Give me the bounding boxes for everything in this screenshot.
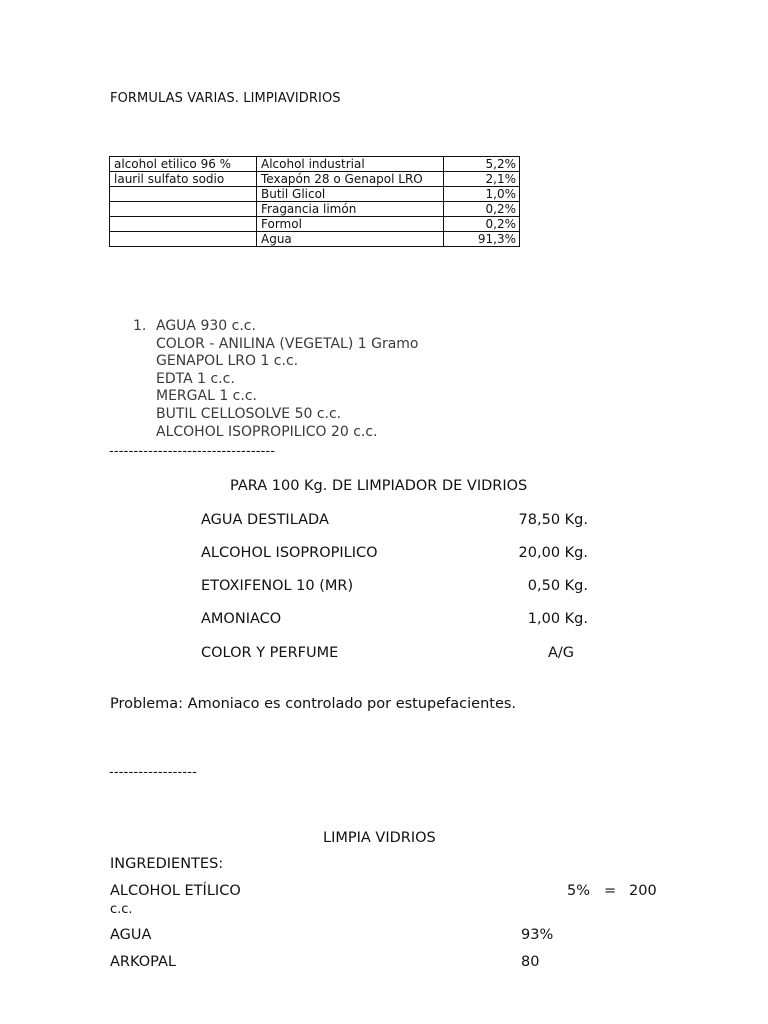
section-title: LIMPIA VIDRIOS	[323, 830, 436, 846]
recipe-amount: 0,50 Kg.	[527, 578, 588, 594]
percent-cell: 5,2%	[444, 157, 520, 172]
equals-sign: =	[604, 883, 617, 899]
problem-note: Problema: Amoniaco es controlado por estupefacientes.	[110, 696, 517, 712]
product-cell: Texapón 28 o Genapol LRO	[257, 172, 444, 187]
ingredients-label: INGREDIENTES:	[110, 856, 224, 872]
ingredient-amount: 200	[629, 883, 657, 899]
list-item	[133, 318, 418, 336]
ingredient-cell: lauril sulfato sodio	[110, 172, 257, 187]
list-item: BUTIL CELLOSOLVE 50 c.c.	[156, 405, 342, 422]
recipe-amount: 1,00 Kg.	[527, 611, 588, 627]
ingredient-name: AGUA	[110, 927, 152, 943]
ingredient-cell	[110, 187, 257, 202]
list-number: 1.	[133, 318, 147, 334]
percent-cell: 2,1%	[444, 172, 520, 187]
list-item: MERGAL 1 c.c.	[156, 388, 257, 405]
ingredient-list	[133, 318, 418, 441]
list-item: EDTA 1 c.c.	[156, 370, 235, 387]
ingredient-cell	[110, 232, 257, 247]
recipe-ingredient: ALCOHOL ISOPROPILICO	[201, 545, 378, 561]
ingredient-percent: 93%	[521, 927, 554, 943]
page-title: FORMULAS VARIAS. LIMPIAVIDRIOS	[110, 91, 341, 106]
product-cell: Formol	[257, 217, 444, 232]
ingredient-cell: alcohol etilico 96 %	[110, 157, 257, 172]
ingredient-percent: 5%	[567, 883, 591, 899]
section-title: PARA 100 Kg. DE LIMPIADOR DE VIDRIOS	[230, 478, 528, 494]
percent-cell: 0,2%	[444, 217, 520, 232]
table-row	[110, 217, 520, 232]
table-row	[110, 157, 520, 172]
ingredient-cell	[110, 217, 257, 232]
table-row	[110, 172, 520, 187]
percent-cell: 0,2%	[444, 202, 520, 217]
ingredient-unit: c.c.	[110, 902, 133, 917]
formula-table	[109, 156, 520, 247]
table-row	[110, 202, 520, 217]
list-item: ALCOHOL ISOPROPILICO 20 c.c.	[156, 423, 378, 440]
recipe-ingredient: AGUA DESTILADA	[201, 512, 329, 528]
separator-line: ----------------------------------	[109, 444, 276, 459]
list-item: GENAPOL LRO 1 c.c.	[156, 353, 299, 370]
recipe-amount: 20,00 Kg.	[518, 545, 588, 561]
product-cell: Agua	[257, 232, 444, 247]
product-cell: Fragancia limón	[257, 202, 444, 217]
ingredient-name: ALCOHOL ETÍLICO	[110, 883, 241, 899]
product-cell: Butil Glicol	[257, 187, 444, 202]
recipe-amount: A/G	[547, 645, 574, 661]
recipe-ingredient: AMONIACO	[201, 611, 282, 627]
recipe-ingredient: COLOR Y PERFUME	[201, 645, 339, 661]
list-item-text: AGUA 930 c.c.	[156, 318, 256, 334]
recipe-amount: 78,50 Kg.	[518, 512, 588, 528]
product-cell: Alcohol industrial	[257, 157, 444, 172]
table-row	[110, 232, 520, 247]
separator-line: ------------------	[109, 765, 198, 780]
table-row	[110, 187, 520, 202]
recipe-ingredient: ETOXIFENOL 10 (MR)	[201, 578, 354, 594]
ingredient-cell	[110, 202, 257, 217]
percent-cell: 1,0%	[444, 187, 520, 202]
list-item: COLOR - ANILINA (VEGETAL) 1 Gramo	[156, 335, 419, 352]
percent-cell: 91,3%	[444, 232, 520, 247]
ingredient-name: ARKOPAL	[110, 954, 176, 970]
ingredient-percent: 80	[521, 954, 540, 970]
